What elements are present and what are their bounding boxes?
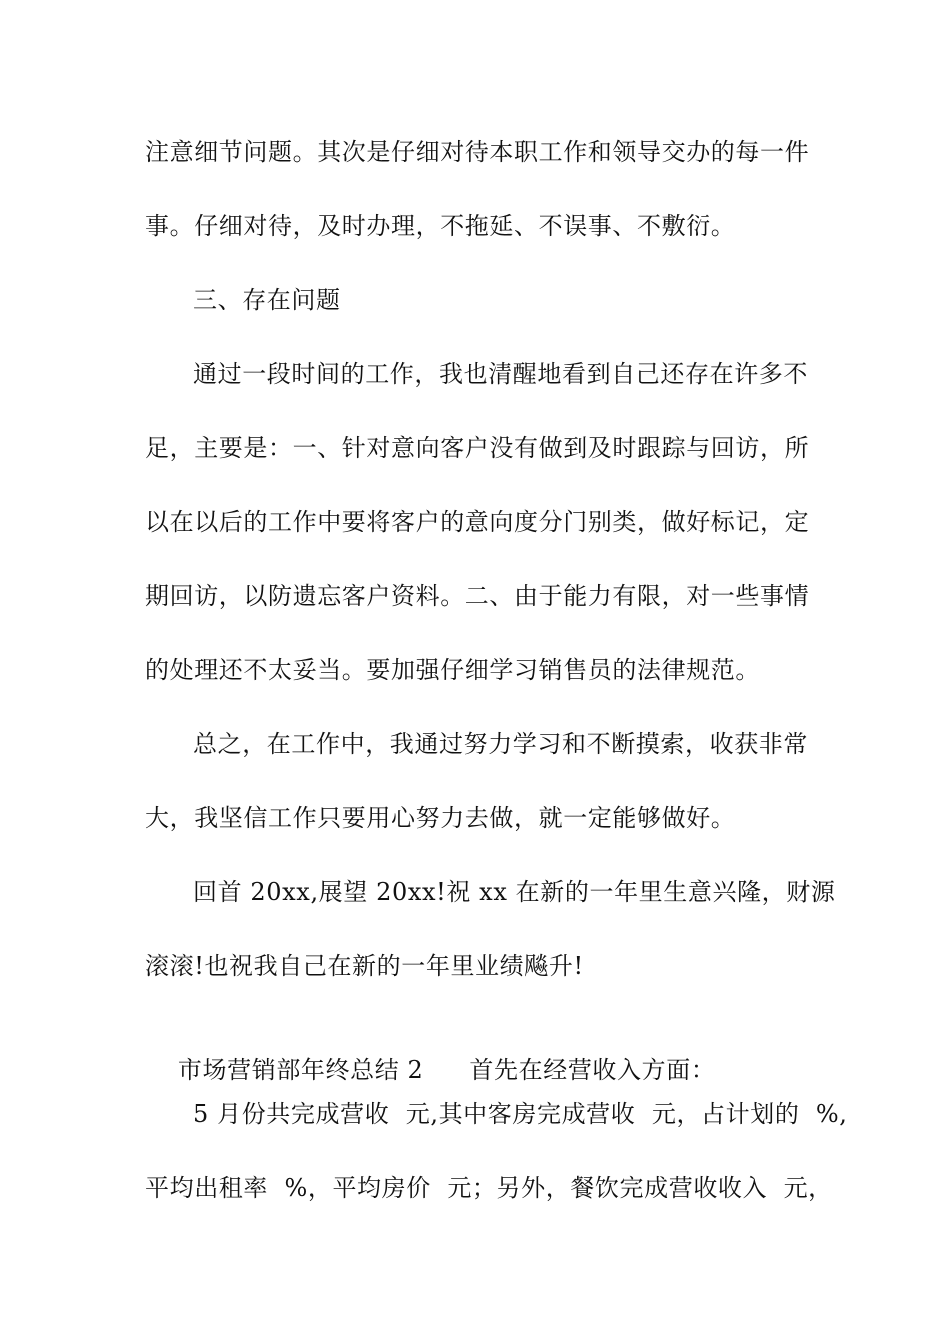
paragraph-line: 平均出租率 %，平均房价 元；另外，餐饮完成营收收入 元， — [145, 1174, 833, 1202]
paragraph-line: 大，我坚信工作只要用心努力去做，就一定能够做好。 — [145, 804, 736, 832]
paragraph-line: 总之，在工作中，我通过努力学习和不断摸索，收获非常 — [193, 730, 808, 758]
paragraph-line: 以在以后的工作中要将客户的意向度分门别类，做好标记，定 — [145, 508, 810, 536]
paragraph-line: 滚滚!也祝我自己在新的一年里业绩飚升! — [145, 952, 584, 980]
section-title: 市场营销部年终总结 2 — [177, 1056, 424, 1084]
paragraph-line: 5 月份共完成营收 元,其中客房完成营收 元，占计划的 %, — [193, 1100, 848, 1128]
section-first-text: 首先在经营收入方面： — [469, 1056, 716, 1084]
section-heading: 三、存在问题 — [193, 286, 341, 314]
paragraph-line: 事。仔细对待，及时办理，不拖延、不误事、不敷衍。 — [145, 212, 736, 240]
paragraph-line: 回首 20xx,展望 20xx!祝 xx 在新的一年里生意兴隆，财源 — [193, 878, 836, 906]
paragraph-line: 注意细节问题。其次是仔细对待本职工作和领导交办的每一件 — [145, 138, 810, 166]
paragraph-line: 期回访，以防遗忘客户资料。二、由于能力有限，对一些事情 — [145, 582, 810, 610]
paragraph-line: 的处理还不太妥当。要加强仔细学习销售员的法律规范。 — [145, 656, 760, 684]
paragraph-line: 通过一段时间的工作，我也清醒地看到自己还存在许多不 — [193, 360, 808, 388]
paragraph-line: 足，主要是：一、针对意向客户没有做到及时跟踪与回访，所 — [145, 434, 810, 462]
